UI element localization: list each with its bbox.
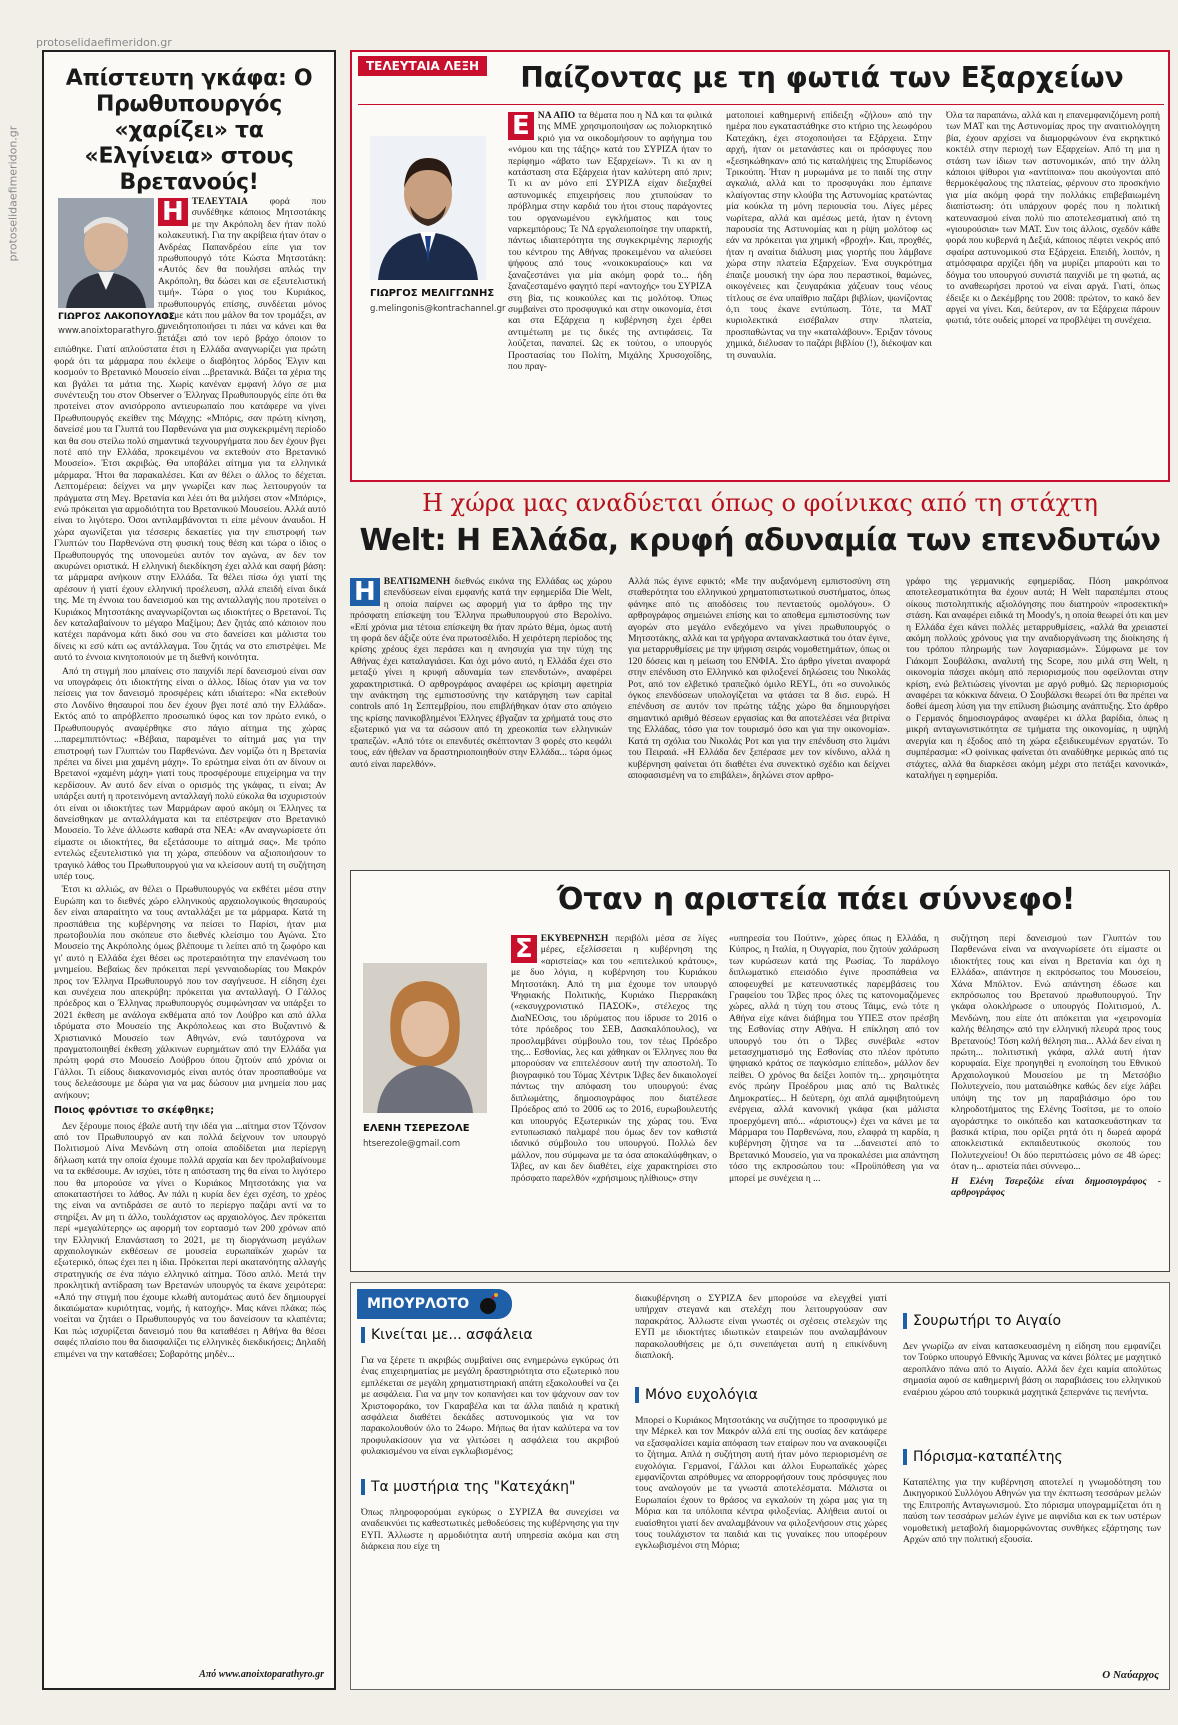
top-lead-word: ΝΑ ΑΠΟ <box>537 110 576 121</box>
newspaper-page <box>28 50 1170 1718</box>
watermark-top: protoselidaefimeridon.gr <box>36 36 172 49</box>
bomb-icon <box>478 1293 500 1315</box>
photo-spacer <box>54 196 158 342</box>
bourloto-tag-label: ΜΠΟΥΡΛΟΤΟ <box>367 1296 470 1312</box>
author-photo-tserezole <box>363 963 487 1113</box>
top-article-title: Παίζοντας με τη φωτιά των Εξαρχείων <box>520 61 1124 94</box>
bourloto-s4-title: Μόνο ευχολόγια <box>635 1387 758 1403</box>
cloud-dropcap: Σ <box>511 935 537 963</box>
bourloto-s3-body: διακυβέρνηση ο ΣΥΡΙΖΑ δεν μπορούσε να ελεγχθεί γιατί υπήρχαν στεγανά και στελέχη που λειτουργούσαν σαν παρακράτος. Άλλωστε είναι γνωστές οι σχέσεις στελεχών της ΕΥΠ με ιδιοκτήτες ιδιωτικών εταιρειών που αναλαμβάνουν παρακολουθήσεις με ό,τι συνεπάγεται αυτή η επικίνδυνη διαπλοκή. <box>635 1293 887 1362</box>
cloud-lead-word: ΕΚΥΒΕΡΝΗΣΗ <box>540 933 609 944</box>
portrait-icon <box>370 136 486 280</box>
bourloto-s5-title: Σουρωτήρι το Αιγαίο <box>903 1313 1061 1329</box>
bourloto-s1-body: Για να ξέρετε τι ακριβώς συμβαίνει σας ενημερώνω εγκύρως ότι ένας επιχειρηματίας με μεγάλη δραστηριότητα στο εξωτερικό που εμπλέκεται σε μεγάλη χρηματιστηριακή απάτη εξακολουθεί να ζει με ασφάλεια. Για να μην τον κοπανήσει και τον ψάχνουν σαν τον Χριστοφοράκο, τον Γκαραβέλα και τα άλλα παιδιά η κρατική ασφάλεια διαθέτει δεκάδες αστυνομικούς για να τον παρακολουθούν όλο το 24ωρο. Μήπως θα ήταν καλύτερα να τον προφυλακίσουν για να γλιτώσει η ασφάλεια του ακριβού φυλακισμένου να είναι εγκλωβισμένος; <box>361 1355 619 1458</box>
bourloto-signature: Ο Ναύαρχος <box>1102 1669 1159 1681</box>
left-author-name: ΓΙΩΡΓΟΣ ΛΑΚΟΠΟΥΛΟΣ <box>58 312 176 322</box>
top-author-email: g.melingonis@kontrachannel.gr <box>370 304 506 314</box>
left-body-p1: φορά που συνδέθηκε κάποιος Μητσοτάκης με την Ακρόπολη δεν ήταν πολύ κολακευτική. Για την ακρίβεια ήταν όταν ο Ανδρέας Παπανδρέου είπε για τον πρωθυπουργό τότε Κώστα Μητσοτάκη: «Αυτός δεν θα πουλήσει απλώς την Ακρόπολη, θα δώσει και σε εξευτελιστική τιμή». Τώρα ο γιος του Κυριάκος, πρωθυπουργός επίσης, συνδέεται μόνος του με κάτι που μάλον θα τον τρομάξει, αν συνειδητοποιήσει τι πάει να κάνει και θα πετάξει από τον ιερό βράχο όποιον το ειπώθηκε. Γιατί απλούστατα έτσι η Ελλάδα αναγνωρίζει για πρώτη φορά ότι τα μάρμαρα που έκλεψε ο διαβόητος λόρδος Έλγιν και κοσμούν το Βρετανικό Μουσείο είναι ...βρετανικά. Βάζει τα χέρια της και βγάλει τα μάτια της. Χωρίς κανέναν εμφανή λόγο σε μια συνέντευξη του στον Observer ο Έλληνας Πρωθυπουργός είπε ότι θα προτείνει στον ανισόρροπο αντιευρωπαίο που κατάφερε να γίνει Πρωθυπουργός εκείθεν της Μάγχης: «Μπόρις, σαν πρώτη κίνηση, δανείσέ μου τα Γλυπτά του Παρθενώνα για μια συγκεκριμένη περίοδο και θα σου στείλω πολύ σημαντικά τεχνουργήματα που δεν έχουν βγει ποτέ από την Ελλάδα, προκειμένου να εκτεθούν στο Βρετανικό Μουσείο». Έτσι ακριβώς. Θα υποβάλει αίτημα για τα ελληνικά μάρμαρα. Ήτοι θα παρακαλέσει. Και αν θέλει ο άλλος το δέχεται. Λεπτομέρεια: δείχνει να μην γνωρίζει καν πως λειτουργούν τα πράγματα στη Μεγ. Βρετανία και λέει ότι θα μιλήσει στον «Μπόρις», ενώ πρόκειται για αρμοδιότητα του Βρετανικού Μουσείου. Αλλά αυτό είναι το λιγότερο. Όσοι αντιλαμβάνονται τι είπε μένουν άναυδοι. Η χώρα αγωνίζεται για τέσσερις δεκαετίες για την επιστροφή των Γλυπτών του Παρθενώνα στη φυσική τους θέση και τώρα ο ίδιος ο Πρωθυπουργός της υπονομεύει αυτόν τον αγώνα, αν δεν τον ακυρώνει οριστικά. Η ελληνική διεκδίκηση έχει αλλά και σαφή βάση: τα μάρμαρα ανήκουν στην Ελλάδα. Τα θέλει πίσω όχι γιατί της αρέσουν ή γιατί έχουν ελληνική προέλευση, αλλά επειδή είναι δικά της. Με τη έννοια του δανεισμού και της ανταλλαγής που προτείνει ο Κυριάκος Μητσοτάκης αναγνωρίζονται ως ιδιοκτήτες ο Βρετανοί. Τις δεν καταλαβαίνουν το μέγαρο Μαξίμου; Δεν ζητάς από κάποιον που κατέχει παράνομα κάτι δικό σου να στο δανείσει και μάλιστα του δίνεις κι εσύ κάτι ως αντάλλαγμα. Του ζητάς να στο επιστρέψει. Με αυτό το έννοια κινητοποιούν με τη διεθνή κοινότητα. <box>54 196 326 664</box>
left-body-p4: Δεν ξέρουμε ποιος έβαλε αυτή την ιδέα για ...αίτημα στον Τζόνσον από τον Πρωθυπουργό αν και πολλά δείχνουν τον υπουργό Πολιτισμού Λίνα Μενδώνη στη οποία αποδίδεται μια περίεργη δήλωση κατά την οποία έχουμε πολλά αρχαία και δεν προλαβαίνουμε να τα εκθέσουμε. Αν ισχύει, τότε η απόσταση της θα είναι το λιγότερο που θα μπορούσε να γίνει ο Κυριάκος Μητσοτάκης για να αποκαταστήσει το λάθος. Αν πάλι η κυρία δεν έχει σχέση, το χρέος της είναι να αντιδράσει σε αυτό το περίεργο παζάρι αντί να το στηρίξει. Αν μη τι άλλο, τουλάχιστον ως αρχαιολόγος. Δεν πρόκειται περί «μεγαλύτερης» ως αφορμή τον εορτασμό των 200 χρόνων από την Ελληνική Επανάσταση το 2021, με τη διοργάνωση μεγάλων αρχαιολογικών εκθέσεων σε μουσεία ευρωπαϊκών χωρών τα εξωτερικό, όπως έχει πει η ίδια. Πρόκειται περί ακατανόητης αλλαγής στρατηγικής σε ένα πάγιο ελληνικό αίτημα. Τόσο απλό. Μετά την προκλητική αντίδραση των Βρετανών υπουργός τα έκανε χειρότερα: «Από την στιγμή που έχουμε κλωθή αυτομάτως αυτό δεν δημιουργεί δικαιώματα» κυριότητας, νομής, ή κατοχής». Μας κάνει πλάκα; πώς νοείται να ζητάει ο Πρωθυπουργός να του δανείσουν τα κλαπέντα; Και πώς ισχυρίζεται δανεισμό που θα καταθέσει η Αθήνα θα θέσει σαφές πλαίσιο που θα διασφαλίζει τις ελληνικές διεκδικήσεις; Δηλαδή επιμένει να την καταθέσει; Σοβαρότης μηδέν... <box>54 1120 326 1360</box>
welt-col1 <box>350 576 612 862</box>
bourloto-s6-title: Πόρισμα-καταπέλτης <box>903 1449 1063 1465</box>
left-body-p3: Έτσι κι αλλιώς, αν θέλει ο Πρωθυπουργός να εκθέτει μέσα στην Ευρώπη και το διεθνές χώρο ελληνικούς αρχαιολογικούς θησαυρούς δεν είναι απαραίτητο να τους ανταλλάξει με τα μάρμαρα. Κατά τη προσπάθεια της κυβέρνησης να πείσει το Παρίσι, ήταν μια πρωτοβουλία που σκόπευε στο διεθνές κλείσιμο του Αγώνα. Στο Μουσείο της Ακρόπολης όμως βλέπουμε τι λείπει από τη ζωφόρο και γι' αυτό η Ελλάδα έχει θέσει ως προτεραιότητα την επανένωση του μνημείου. Βεβαίως δεν πρόκειται περί γενναιοδωρίας του Μακρόν προς τον Έλληνα Πρωθυπουργό που τον σαγήνευσε. Η είδηση έχει και συνέχεια που απεκρύβη: πρόκειται για ανταλλαγή. Ο Γάλλος πρόεδρος και ο Έλληνας πρωθυπουργός συμφώνησαν να υπάρξει το 2021 έκθεση με ανάλογα εκθέματα από τον Λούβρο και από άλλα ιδρύματα στο Μουσείο της Ακρόπολεως και στο Βυζαντινό & Χριστιανικό Μουσείο των Αθηνών, ενώ ταυτόχρονα να πραγματοποιηθεί έκθεση χάλκινων ευρημάτων από την Ελλάδα για πρώτη φορά στο Μουσείο Λούβρου όπου ζητούν από χρόνια οι Γάλλοι. Τι είδους διακανονισμός είναι αυτός όταν προσπαθούμε να τους δελεάσουμε με δώρα για να μας δώσουν μια μνημεία που μας ανήκουν; <box>54 884 326 1101</box>
bourloto-tag <box>357 1289 512 1319</box>
left-body-p2: Από τη στιγμή που μπαίνεις στο παιχνίδι περί δανεισμού είναι σαν να υπογράφεις ότι ιδιοκτήτης είναι ο άλλος. Ιδίως όταν για να τον πείσεις για τον δανεισμό προσφέρεις κάτι ιδιαίτερο: «Να εκτεθούν στο Λονδίνο θησαυροί που δεν έχουν βγει ποτέ από την Ελλάδα». Εκτός από το απρόβλεπτο προσωπικό ύφος και τον πρώτο ενικό, ο Πρωθυπουργός αναφέρθηκε στο πάγιο αίτημα της χώρας ...παρεμπιπτόντως: «Βέβαια, παραμένει το αίτημά μας για την επιστροφή των Γλυπτών του Παρθενώνα. Δεν νομίζω ότι η Βρετανία πρέπει να δίνει μια χαμένη μάχη». Το ερώτημα είναι ότι αν δίνουν οι Βρετανοί «χαμένη μάχη» γιατί τους προσφέρουμε επιχείρημα να την κερδίσουν. Αν αυτό δεν είναι ο ορισμός της γκάφας, τι είναι; Αν υπάρξει αυτή η προτεινόμενη ανταλλαγή πολύ εύκολα θα ισχυριστούν ότι είναι οι ιδιοκτήτες των Μαρμάρων αφού ακόμη οι Έλληνες τα δανείσθηκαν με ανταλλάγματα και τα επέστρεψαν στο Βρετανικό Μουσείο. Το λένε άλλωστε καθαρά στα ΝΕΑ: «Αν αναγνωρίσετε ότι είμαστε οι ιδιοκτήτες, θα εξετάσουμε το αίτημά σας». Με τρόπο εντελώς εξευτελιστικό για τη χώρα, σπεύδουν να αξιοποιήσουν το τραγικό λάθος του Πρωθυπουργού για να κλείσουν αυτή τη συζήτηση υπέρ τους. <box>54 665 326 882</box>
top-article-tag: ΤΕΛΕΥΤΑΙΑ ΛΕΞΗ <box>358 56 487 76</box>
top-col1-text: τα θέματα που η ΝΔ και τα φιλικά της ΜΜΕ χρησιμοποιήσαν ως πολιορκητικό κριό για να οικοδομήσουν το αφήγημα του «νόμου και της τάξης» κατά του ΣΥΡΙΖΑ ήταν το περίφημο «άβατο των Εξαρχείων». Τι κι αν η κατάσταση στα Εξάρχεια ήταν καλύτερη από πριν; Τι κι αν μόνο επί ΣΥΡΙΖΑ είχαν διεξαχθεί αστυνομικές επιχειρήσεις που χτυπούσαν το πρόβλημα στην καρδιά του ήτοι στους παράγοντες του οργανωμένου εγκλήματος και τους ναρκεμπόρους; Τε ΝΔ εργαλειοποίησε την υπαρκτή, πάντως ιδιαιτερότητα της συγκεκριμένης περιοχής του κέντρου της Αθήνας προκειμένου να αλιεύσει ψήφους από τους «νοικοκυραίους» και να ξαναζεστάνει για μία ακόμη φορά το... ήδη ξαναζεσταμένο φαγητό περί «αντοχής» του ΣΥΡΙΖΑ στη βία, τις κουκούλες και τις μολότοφ. Όπως συμβαίνει στο προσφυγικό και στην οικονομία, έτσι και στα Εξάρχεια η κυβέρνηση έχει έρθει αντιμέτωπη με τις δικές της αντιφάσεις. Τα λούζεται, παναπεί. Ως εκ τούτου, ο υπουργός Προστασίας του Πολίτη, Μιχάλης Χρυσοχοΐδης, που πραγ- <box>508 110 712 372</box>
cloud-title: Όταν η αριστεία πάει σύννεφο! <box>556 882 1076 917</box>
bourloto-s4-body: Μπορεί ο Κυριάκος Μητσοτάκης να συζήτησε το προσφυγικό με την Μέρκελ και τον Μακρόν αλλά επί της ουσίας δεν κατάφερε να εξασφαλίσει καμία απόφαση των εταίρων που να ανακουφίζει το ζήτημα. Απλά η συζήτηση αυτή ήταν μόνο περιορισμένη σε ευχολόγια. Γερμανοί, Γάλλοι και άλλοι Ευρωπαϊκές χώρες εμφανίζονται απρόθυμες να απορροφήσουν τους πρόσφυγες που τους αναλογούν με τα γνωστά αποτελέσματα. Μάλιστα οι Ευρωπαίοι έχουν το θράσος να εγκαλούν τη χώρα μας για τη Μόρια και τα υπόλοιπα κέντρα φιλοξενίας. Αλήθεια αυτοί οι ευαίσθητοι γιατί δεν αναλαμβάνουν να φιλοξενήσουν στις χώρες τους τουλάχιστον τα παιδιά και τις γυναίκες που υποφέρουν εγκλωβισμένοι στη Μόρια; <box>635 1415 887 1552</box>
bourloto-s2-body: Όπως πληροφορούμαι εγκύρως ο ΣΥΡΙΖΑ θα συνεχίσει να αναδεικνύει τις καθεστωτικές μεθοδεύσεις της κυβέρνησης για την ΕΥΠ. Άλλωστε η αρμοδιότητα αυτή υπηρεσία ακόμα και στη διάρκεια που είχε τη <box>361 1507 619 1553</box>
cloud-col3 <box>951 933 1161 1263</box>
welt-col2: Αλλά πώς έγινε εφικτό; «Με την αυξανόμενη εμπιστοσύνη στη σταθερότητα του ελληνικού χρηματοπιστωτικού συστήματος, όπως φάνηκε από τις αποδόσεις του πενταετούς ομολόγου». Ο αρθρογράφος σημειώνει επίσης και το αποθεμα εμπιστοσύνης των αγορών στο μεγάλο ενδεχόμενο να γίνει πρωθυπουργός ο Μητσοτάκης, αλλά και τα γρήγορα αντανακλαστικά του όταν έγινε, για μεταρρυθμίσεις με την ψήφιση σειράς νομοθετημάτων, όπως οι 120 δόσεις και η μείωση του ΕΝΦΙΑ. Στο άρθρο γίνεται αναφορά στην επένδυση στο Ελληνικό και φιλοξενεί δηλώσεις του Νικολάς Ροτ, από τον ελβετικό τραπεζικό όμιλο REYL, ότι «ο συνολικός όγκος επενδύσεων υπολογίζεται να φτάσει τα 8 δισ. ευρώ. Η επένδυση σε αυτόν τον πρώτης τάξης χώρο θα δημιουργήσει σημαντικό αριθμό θέσεων εργασίας και θα αποτελέσει νέα βιτρίνα της Ελλάδας, τόσο για τον τουρισμό όσο και για την οικονομία». Κατά τη σχόλια του Νικολάς Ροτ και για την επένδυση στο λιμάνι του Πειραιά. «Η Ελλάδα δεν ξεπέρασε μεν τον κίνδυνο, αλλά η κυβέρνηση φαίνεται ότι διαθέτει ένα συνεκτικό σχέδιο και δείχνει αποφασισμένη να το επιβάλει», δηλώνει στον αρθρο- <box>628 576 890 781</box>
bourloto-s2-title: Τα μυστήρια της "Κατεχάκη" <box>361 1479 575 1495</box>
author-photo-meligonis <box>370 136 486 280</box>
left-dropcap: Η <box>158 198 188 226</box>
left-author-site: www.anoixtoparathyro.gr <box>58 326 166 336</box>
top-dropcap: Ε <box>508 112 534 140</box>
bourloto-section <box>350 1282 1170 1690</box>
left-lead-word: ΤΕΛΕΥΤΑΙΑ <box>191 196 248 207</box>
left-article-body <box>54 196 326 1666</box>
left-article <box>42 50 336 1690</box>
bourloto-s5-body: Δεν γνωρίζω αν είναι κατασκευασμένη η είδηση που εμφανίζει τον Τούρκο υπουργό Εθνικής Άμυνας να κάνει βόλτες με μαχητικό αεροπλάνο πάνω από το Αιγαίο. Αλλά δεν έχει καμία απολύτως σημασία αφού σε καθημερινή βάση οι παραβιάσεις του ελληνικού εναέριου χώρου από τουρκικά μαχητικά ξεπερνάνε τις πενήντα. <box>903 1341 1161 1398</box>
cloud-col2: «υπηρεσία του Πούτιν», χώρες όπως η Ελλάδα, η Κύπρος, η Ιταλία, η Ουγγαρία, που ζητούν χαλάρωση των κυρώσεων κατά της Ρωσίας. Το παράλογο διπλωματικό επεισόδιο έγινε προσπάθεια να αποφευχθεί με κατευναστικές παρεμβάσεις του Γραφείου του Ίλβες προς όλες τις κατονομαζόμενες χώρες, αλλά η τύχη του στους Τάιμς, ενώ τότε η Αθήνα είχε κάνει διάβημα του ΥΠΕΞ στον πρέσβη της Εσθονίας στην Αθήνα. Η επίκληση από τον υπουργό του ότι ο Ίλβες συνέβαλε «στον μετασχηματισμό της Εσθονίας στο πλέον πρότυπο ψηφιακό κράτος σε παγκόσμιο επίπεδο», μάλλον δεν πείθει. Ο χρόνος θα δείξει λοιπόν τη... χρησιμότητα ενός πρώην Προέδρου μιας από τις Βαλτικές Δημοκρατίες... Η δεύτερη, όχι απλά αμφιβητούμενη ενέργεια, αλλά κανονική γκάφα (και μάλιστα προερχόμενη από... «άριστους») έχει να κάνει με τα Μάρμαρα του Παρθενώνα, που, ελαφρά τη καρδία, η κυβέρνηση ζήτησε να τα ...δανειστεί από το Βρετανικό Μουσείο, για να προκαλέσει μια απάντηση τόσο της εκπροσώπου του: «Προϋπόθεση για να μπορεί με συνέχεια η ... <box>729 933 939 1184</box>
left-subhead: Ποιος φρόντισε το σκέφθηκε; <box>54 1105 215 1117</box>
welt-dropcap: Η <box>350 578 380 606</box>
cloud-author-name: ΕΛΕΝΗ ΤΣΕΡΕΖΟΛΕ <box>363 1123 470 1134</box>
watermark-side: protoselidaefimeridon.gr <box>6 125 20 262</box>
welt-lead-word: ΒΕΛΤΙΩΜΕΝΗ <box>383 576 451 587</box>
left-credit: Από www.anoixtoparathyro.gr <box>199 1669 324 1680</box>
bourloto-s1-title: Κινείται με... ασφάλεια <box>361 1327 533 1343</box>
cloud-article <box>350 870 1170 1272</box>
portrait-icon <box>363 963 487 1113</box>
cloud-signoff: Η Ελένη Τσερεζόλε είναι δημοσιογράφος - αρθρογράφος <box>951 1175 1161 1198</box>
cloud-author-email: htserezole@gmail.com <box>363 1139 461 1149</box>
cloud-col1 <box>511 933 717 1263</box>
top-article-col2: ματοποιεί καθημερινή επίδειξη «ζήλου» από την ημέρα που εγκαταστάθηκε στο κτήριο της λεωφόρου Κατεχάκη, έχει στοχοποιήσει τα Εξάρχεια. Στην αρχή, ήταν οι μετανάστες και οι πρόσφυγες που «ξεσηκώθηκαν» από τις καταλήψεις της Σπυρίδωνος Τρικούπη. Ήταν η μυρωμάνα με το παιδί της στην αγκαλιά, αλλά και το προσφυγάκι που έμπαινε κλαίγοντας στην κλούβα της Αστυνομίας κρατώντας μία κούκλα τη μόνη περιουσία του. Λίγες μέρες νωρίτερα, αλλά και αμέσως μετά, ήταν η έντονη παρουσία της Αστυνομίας και η ρίψη μολότοφ ως εάν να πρόκειται για χημική «βροχή». Και, προχθές, ήταν η αναίτια διάλυση μιας γιορτής που λάμβανε χώρα στην πλατεία Εξαρχείων. Ένα συγκρότημα έπαιζε μουσική την ώρα που περαστικοί, θαμώνες, οικογένειες και ζευγαράκια χάζευαν τους νέους τίτλους σε ένα υπαίθριο παζάρι βιβλίων, ψωνίζοντας ό,τι τους έκανε εντύπωση. Τότε, τα ΜΑΤ κυριολεκτικά εισέβαλαν στην πλατεία, προσπαθώντας να την «καταλάβουν». Έριξαν τόνους χημικά, διέλυσαν το παζάρι βιβλίου (!), διέκοψαν και τη συναυλία. <box>726 110 932 361</box>
top-article-col3: Όλα τα παραπάνω, αλλά και η επανεμφανιζόμενη ροπή των ΜΑΤ και της Αστυνομίας προς την αναιτιολόγητη βία, έχουν αρχίσει να διαμορφώνουν ένα εκρηκτικό κοκτέιλ στην περιοχή των Εξαρχείων. Από τη μια η στάση των ίδιων των αστυνομικών, από την άλλη κάποιοι ψίθυροι για «αντίποινα» που ακούγονται από θερμοκέφαλους της πλατείας, φέρνουν στο προσκήνιο για μία ακόμη φορά την πολλάκις επιβεβαιωμένη διαπίστωση: ότι υπάρχουν φορές που η πολιτική κατευνασμού είναι πολύ πιο αποτελεσματική από τη «γιουρούσια» των ΜΑΤ. Συν τοις άλλοις, σχεδόν κάθε φορά που κυβερνά η Δεξιά, κάποιος πέφτει νεκρός από σφαίρα αστυνομικού στα Εξάρχεια. Επειδή, λοιπόν, η ατμόσφαιρα αρχίζει ήδη να μυρίζει μπαρούτι και το δόγμα του υπουργού συνιστά παιχνίδι με τη φωτιά, ας το αναθεωρήσει προτού να είναι αργά. Γιατί, όπως έδειξε κι ο Δεκέμβρης του 2008: πρώτον, το κακό δεν αργεί να γίνει. Και, δεύτερον, αν τα Εξάρχεια πάρουν φωτιά, τότε ουδείς μπορεί να προβλέψει τη συνέχεια. <box>946 110 1160 327</box>
top-article-col1 <box>508 110 712 472</box>
top-article <box>350 50 1170 482</box>
bourloto-s6-body: Καταπέλτης για την κυβέρνηση αποτελεί η γνωμοδότηση του Δικηγορικού Συλλόγου Αθηνών για την έκπτωση τεσσάρων μελών της Επιτροπής Ανταγωνισμού. Στο πόρισμα υπογραμμίζεται ότι η παύση των τεσσάρων μελών έγινε με αιφνίδια και εκ των υστέρων νομοθετική μεταβολή διαμορφώνοντας συνθήκες εξάρτησης των Αρχών από την πολιτική εξουσία. <box>903 1477 1161 1546</box>
welt-article <box>350 490 1170 864</box>
welt-kicker: Η χώρα μας αναδύεται όπως ο φοίνικας από τη στάχτη <box>422 489 1098 517</box>
welt-title: Welt: Η Ελλάδα, κρυφή αδυναμία των επενδυτών <box>359 523 1161 558</box>
welt-col1-text: διεθνώς εικόνα της Ελλάδας ως χώρου επενδύσεων είναι εμφανής κατά την εφημερίδα Die Welt, η οποία παίρνει ως αφορμή για το άρθρο της την πρόσφατη επίσκεψη του Έλληνα πρωθυπουργού στο Βερολίνο. «Επί χρόνια μια τέτοια επίσκεψη θα ήταν πρώτο θέμα, όμως αυτή τη φορά δεν άξιζε ούτε ένα πρωτοσέλιδο. Η χειρότερη περίοδος της κρίσης χρέους έχει περάσει και η ανησυχία για την τύχη της Αθήνας έχει καταλαγιάσει. Και όχι μόνο αυτό, η Ελλάδα έχει στο μεταξύ γίνει η κρυφή αδυναμία των επενδυτών», αναφέρει χαρακτηριστικά. Ο αρθρογράφος αναφέρει ως κρίσιμη αφετηρία την ανάκτηση της εμπιστοσύνης την κατάργηση των capital controls από 1η Σεπτεμβρίου, που επιβλήθηκαν όταν στο απόγειο της κρίσης πανικοβλημένοι Έλληνες έβγαζαν τα χρήματά τους στο εξωτερικό για να τα σώσουν από τη χρεοκοπία των ελληνικών τραπεζών. «Από τότε οι επενδυτές σκέπτονταν 3 φορές στο κεφάλι τους, εάν ήθελαν να δραστηριοποιηθούν στην Ελλάδα... τώρα όμως αυτό είναι παρελθόν». <box>350 576 612 770</box>
top-divider <box>358 104 1164 105</box>
welt-col3: γράφο της γερμανικής εφημερίδας. Πόση μακρόπνοα αποτελεσματικότητα θα έχουν αυτά; Η Welt παραπέμπει στους οίκους πιστοληπτικής αξιολόγησης που διατηρούν «προσεκτική» στάση. Και αναφέρει ειδικά τη Moody's, η οποία θεωρεί ότι και μεν η Ελλάδα έχει κάνει πολλές μεταρρυθμίσεις, «αλλά θα χρειαστεί ακόμη πολλούς χρόνους για την αναδιοργάνωση της διοίκησης ή του τρόπου πληρωμής των λογαριασμών». Σύμφωνα με τον Γιάκομπ Σουβάλσκι, αναλυτή της Scope, που μιλά στη Welt, η οικονομία πάσχει ακόμη από περιορισμούς που οφείλονται στην κρίση, ενώ βελτιώσεις γίνονται με αργό ρυθμό. Ως περιορισμούς αναφέρει τα κόκκινα δάνεια. Ο Σουβάλσκι θεωρεί ότι θα πρέπει να δοθεί άμεση λύση για την επίλυση βιώσιμης ανάπτυξης. Στο άρθρο ο Γερμανός δημοσιογράφος αναφέρει κι άλλα βαρίδια, όπως η μικρή ανταγωνιστικότητα σε τμήματα της οικονομίας, η υψηλή ανεργία και η έξοδος από τη χώρα εξειδικευμένων εργατών. Το συμπέρασμα: «Ο φοίνικας φαίνεται ότι αναδύθηκε μερικώς από τις στάχτες, αλλά θα διαρκέσει ακόμη μέχρι στο πετάξει κανονικά», καταλήγει η εφημερίδα. <box>906 576 1168 781</box>
left-article-title: Απίστευτη γκάφα: Ο Πρωθυπουργός «χαρίζει» τα «Ελγίνεια» στους Βρετανούς! <box>65 66 313 195</box>
cloud-col1-text: περιβόλι μέσα σε λίγες μέρες, εξελίσσεται η κυβέρνηση της «αριστείας» και του «επιτελικού κράτους», με δυο λόγια, η κυβέρνηση του Κυριάκου Μητσοτάκη. Από τη μια έχουμε τον υπουργό Ψηφιακής Πολιτικής, Κυριάκο Πιερρακάκη («εκσυγχρονιστικό ΠΑΣΟΚ», στέλεχος της ΔιαΝΕΟσις, του ιδρύματος που ίδρυσε το 2016 ο τότε πρόεδρος του ΣΕΒ, Δασκαλόπουλος), να προσλαμβάνει σύμβουλο του, τον τέως Πρόεδρο της... Εσθονίας, λες και χάθηκαν οι Έλληνες που θα μπορούσαν να επιτελέσουν αυτή την αποστολή. Το βιογραφικό του Τόμας Χέντρικ Ίλβες δεν δικαιολογεί πάντως την απόφαση του υπουργού: ένας διπλωμάτης, δημοσιογράφος που διατέλεσε Πρόεδρος από το 2006 ως το 2016, ευρωβουλευτής και υπουργός Εξωτερικών της χώρας του. Ένα εντυπωσιακό παλμαρέ που όμως δεν τον καθιστά ιδανικό σύμβουλο του υπουργού. Πολλώ δεν μάλλον, που σύμφωνα με τα όσα αποκαλύφθηκαν, ο Ίλβες, αν και δεν διαθέτει, είχε χαρακτηρίσει στο πρόσφατο παρελθόν «χρήσιμους ηλίθιους» στην <box>511 933 717 1184</box>
cloud-col3-text: συζήτηση περί δανεισμού των Γλυπτών του Παρθενώνα είναι να αναγνωρίσετε ότι είμαστε οι ιδιοκτήτες τους και είναι η Βρετανία και όχι η Ελλάδα», απάντησε η εκπρόσωπος του Μουσείου, Χάνα Μπόλτον. Ενώ απάντηση έδωσε και εκπρόσωπος του Βρετανού πρωθυπουργού. Την γκάφα ολοκλήρωσε ο υπουργός Πολιτισμού, Λ. Μενδώνη, που είπε ότι απόκειται για «χειρονομία καλής θέλησης» από την ελληνική πλευρά προς τους Βρετανούς! Τόση καλή θέληση πια... Αλλά δεν είναι η πρώτη... πολιτιστική γκάφα, αλλά αυτή ήταν κορυφαία. Είχε προηγηθεί η ενοποίηση του Εθνικού Αρχαιολογικού Μουσείου με τη Μετσόβιο Πολυτεχνείο, που ματαιώθηκε καθώς δεν είχε λάβει υπόψη της τον μη παραβιάσιμο όρο του κληροδοτήματος της Ελένης Τοσίτσα, με το οποίο αγοράστηκε το οικόπεδο και κατασκευάστηκαν τα βασικά κτίρια, που ορίζει ρητά ότι η δωρεά αφορά αποκλειστικά εκπαιδευτικούς σκοπούς του Πολυτεχνείου! Οι δύο περιπτώσεις μόνο σε 48 ώρες: όταν η... αριστεία πάει σύννεφο... <box>951 933 1161 1173</box>
top-author-name: ΓΙΩΡΓΟΣ ΜΕΛΙΓΓΩΝΗΣ <box>370 288 495 299</box>
